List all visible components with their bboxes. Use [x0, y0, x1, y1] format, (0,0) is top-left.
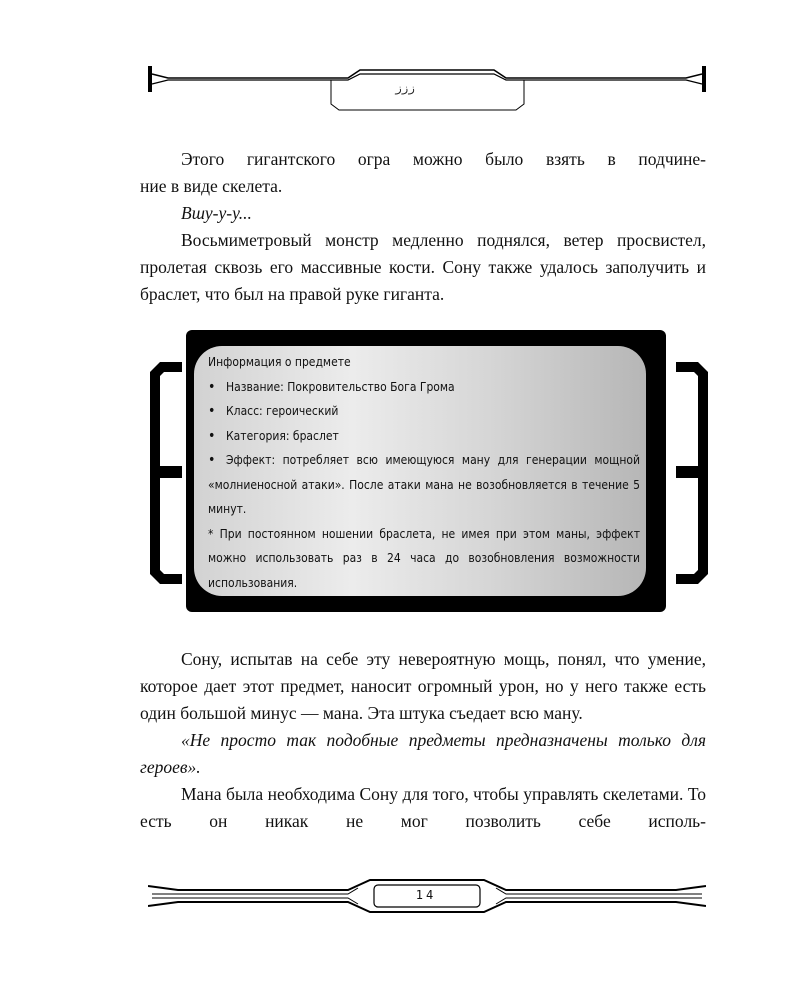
sound-effect: Вшу-у-у... [181, 203, 252, 223]
item-effect: • Эффект: потребляет всю имеющуюся ману для генерации мощной «молниеносной атаки». После атаки мана не возобновляется в течение 5 минут. [208, 448, 640, 522]
paragraph: Сону, испытав на себе эту невероятную мощь, понял, что умение, которое дает этот предмет, наносит огромный урон, но у него также есть один большой минус — мана. Эта штука съедает всю ману. [140, 649, 706, 723]
paragraph: Восьмиметровый монстр медленно поднялся, ветер просвистел, пролетая сквозь его массивные кости. Сону также удалось заполучить и браслет, что был на правой руке гиганта. [140, 230, 706, 304]
item-class: • Класс: героический [208, 399, 640, 424]
paragraph: ние в виде скелета. [140, 176, 283, 196]
quote-paragraph: «Не просто так подобные предметы предназначены только для героев». [140, 730, 706, 777]
item-info-panel [194, 346, 646, 596]
item-info-box [186, 330, 666, 612]
item-note: * При постоянном ношении браслета, не имея при этом маны, эффект можно использовать раз в 24 часа до возобновления возможности использования. [208, 526, 640, 590]
left-bracket-ornament [150, 362, 182, 584]
paragraph: Мана была необходима Сону для того, чтобы управлять скелетами. То есть он никак не мог позволить себе исполь- [140, 784, 706, 831]
page-number: 14 [415, 888, 437, 902]
item-category: • Категория: браслет [208, 424, 640, 449]
header-label: ززز [395, 82, 415, 95]
item-name: • Название: Покровительство Бога Грома [208, 375, 640, 400]
paragraph: Этого гигантского огра можно было взять в подчине- [181, 149, 706, 169]
body-text-top [140, 146, 706, 308]
right-bracket-ornament [676, 362, 708, 584]
body-text-bottom [140, 646, 706, 835]
item-info-title: Информация о предмете [208, 355, 351, 369]
